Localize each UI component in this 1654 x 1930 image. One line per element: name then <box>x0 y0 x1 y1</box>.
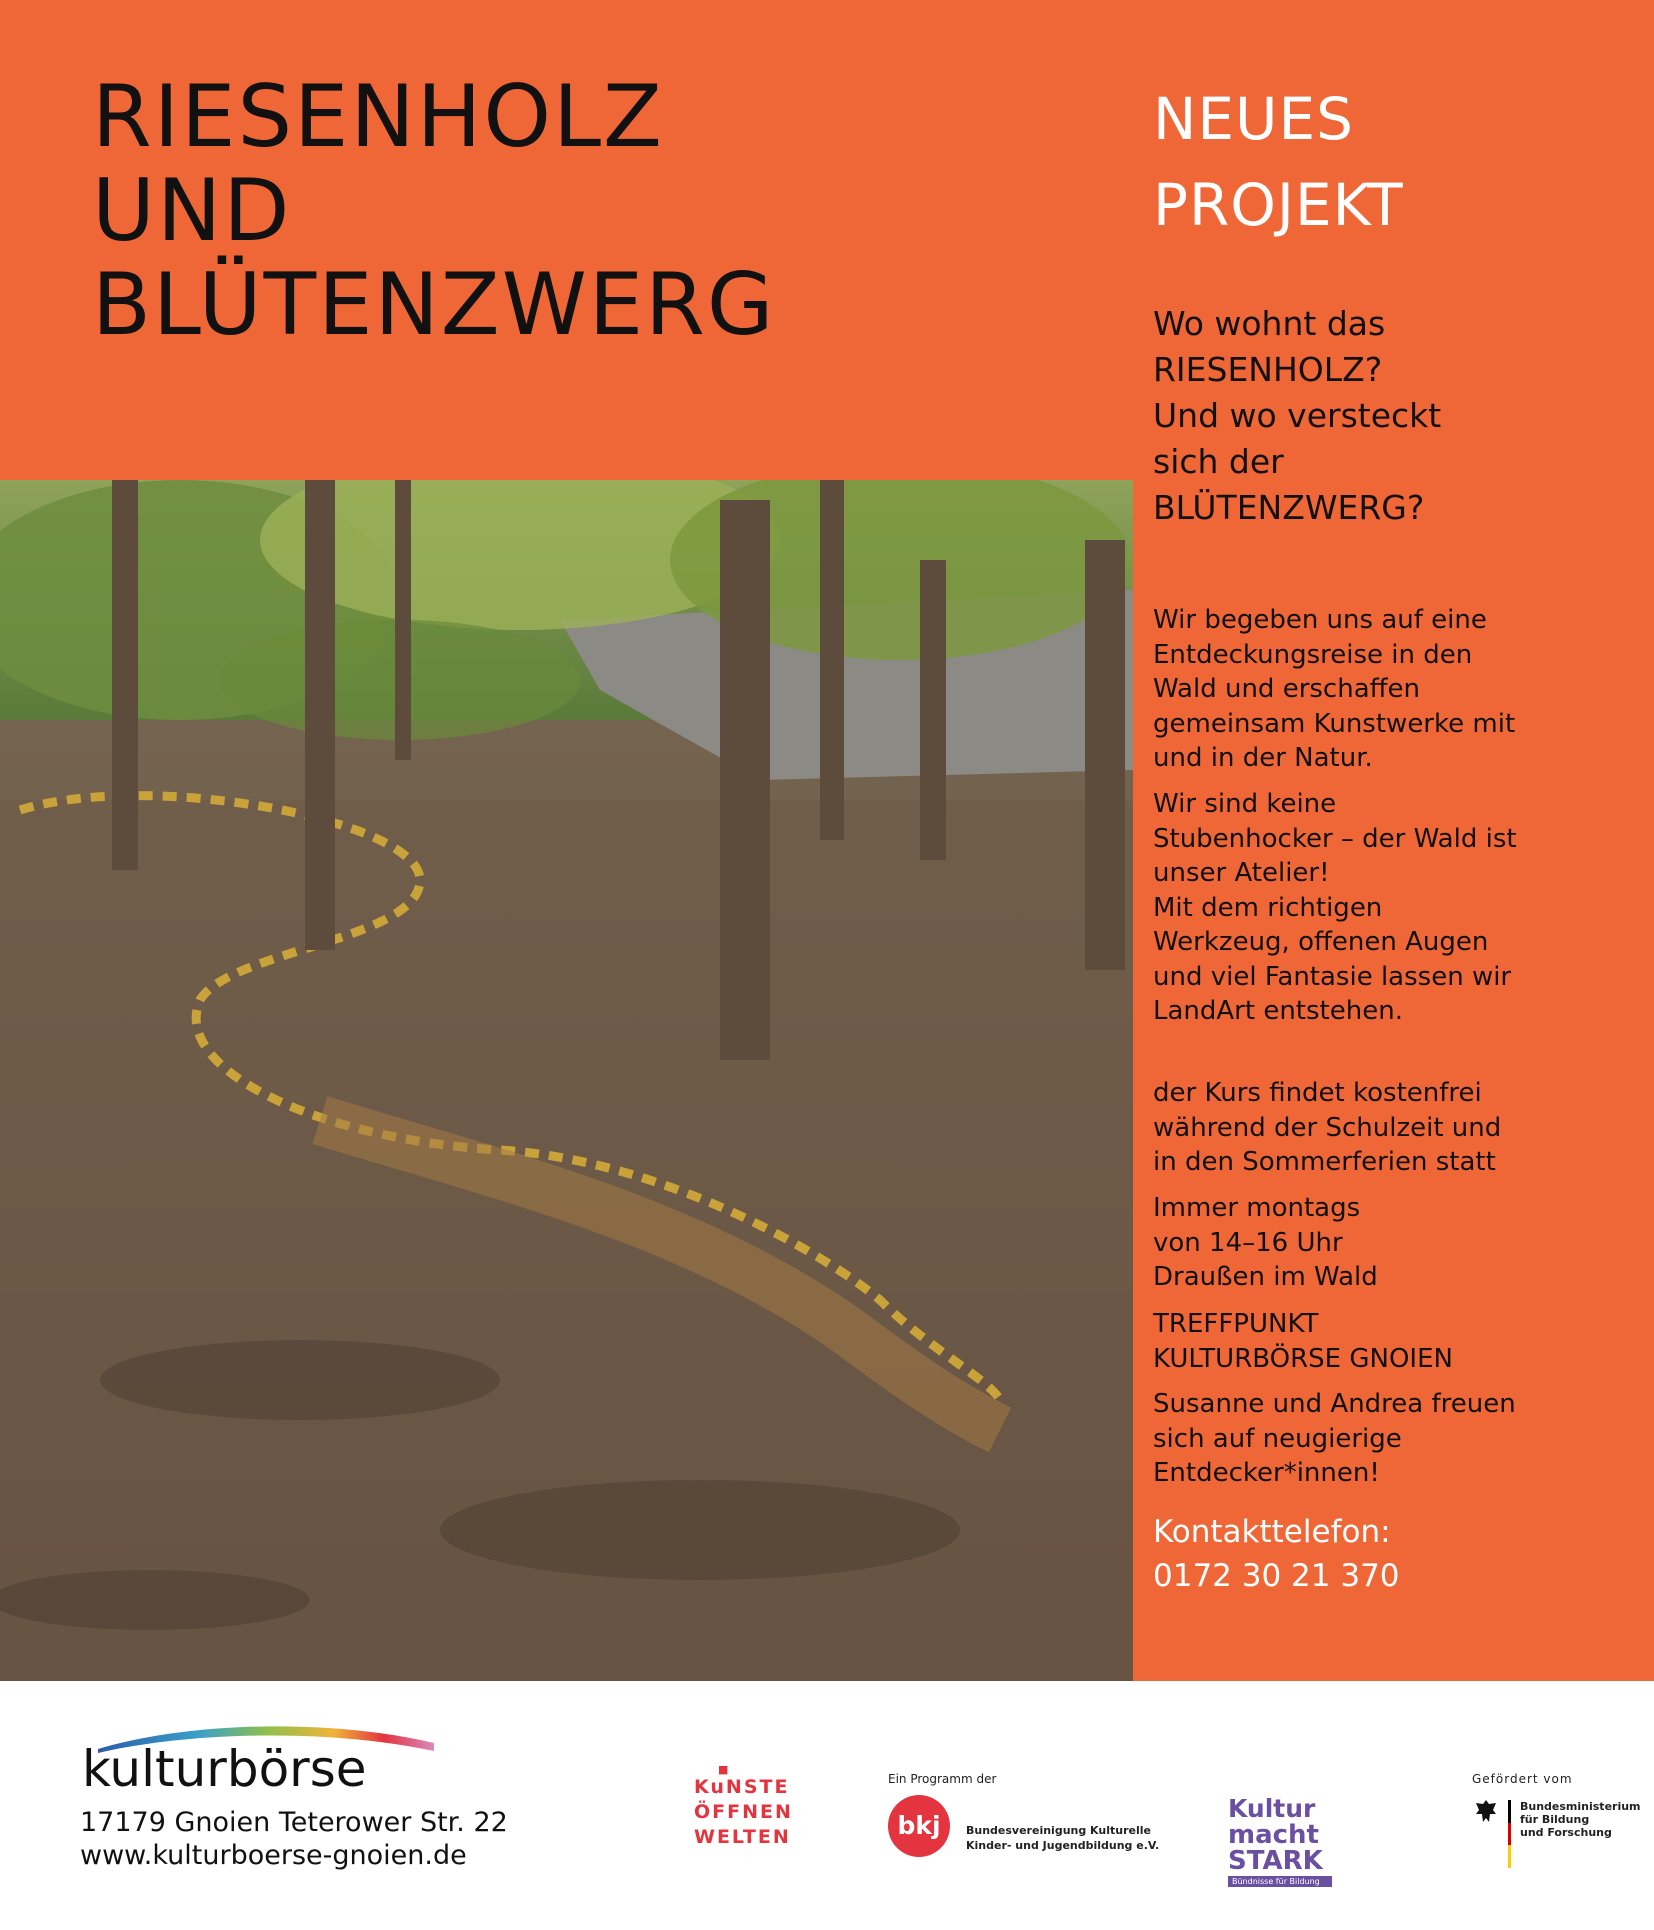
title-line: RIESENHOLZ <box>92 67 664 167</box>
bmbf-line: für Bildung <box>1520 1813 1590 1826</box>
bkj-line: Bundesvereinigung Kulturelle <box>966 1824 1151 1837</box>
text-line: Stubenhocker – der Wald ist <box>1153 823 1517 854</box>
text-line: sich auf neugierige <box>1153 1423 1402 1454</box>
title-line: BLÜTENZWERG <box>92 255 776 355</box>
title-line: UND <box>92 161 292 261</box>
text-line: TREFFPUNKT <box>1153 1309 1319 1339</box>
footer-address <box>80 1806 508 1872</box>
bkj-logo-icon: bkj <box>888 1795 950 1857</box>
text-line: Immer montags <box>1153 1193 1361 1223</box>
text-line: in den Sommerferien statt <box>1153 1147 1496 1177</box>
question-line: RIESENHOLZ? <box>1153 350 1383 389</box>
logo-line: ÖFFNEN <box>694 1801 793 1823</box>
bmbf-line: Bundesministerium <box>1520 1800 1641 1813</box>
question-line: Und wo versteckt <box>1153 396 1442 435</box>
text-line: Susanne und Andrea freuen <box>1153 1389 1516 1419</box>
kuenste-oeffnen-welten-logo <box>694 1765 814 1850</box>
question-line: Wo wohnt das <box>1153 304 1386 343</box>
hosts-note <box>1153 1387 1633 1491</box>
text-line: Wir begeben uns auf eine <box>1153 605 1487 635</box>
text-line: gemeinsam Kunstwerke mit <box>1153 708 1516 739</box>
text-line: während der Schulzeit und <box>1153 1112 1502 1143</box>
bkj-name <box>966 1823 1159 1853</box>
text-line: Werkzeug, offenen Augen <box>1153 927 1489 957</box>
funding-label: Gefördert vom <box>1472 1772 1573 1786</box>
course-info <box>1153 1076 1633 1180</box>
contact-block <box>1153 1510 1633 1598</box>
poster-title <box>92 67 776 355</box>
text-line: Entdecker*innen! <box>1153 1458 1380 1488</box>
logo-line: KuNSTE <box>694 1776 790 1798</box>
kulturboerse-logo-text: kulturbörse <box>82 1740 367 1798</box>
text-line: LandArt entstehen. <box>1153 996 1403 1026</box>
text-line: und viel Fantasie lassen wir <box>1153 961 1512 992</box>
text-line: Draußen im Wald <box>1153 1262 1378 1292</box>
badge-line: PROJEKT <box>1153 171 1404 239</box>
description-paragraph <box>1153 603 1633 776</box>
logo-line: WELTEN <box>694 1826 791 1848</box>
bmbf-name <box>1520 1800 1641 1839</box>
text-line: Wald und erschaffen <box>1153 674 1421 704</box>
bmbf-line: und Forschung <box>1520 1826 1612 1839</box>
kms-subtitle: Bündnisse für Bildung <box>1228 1876 1332 1887</box>
forest-landart-photo <box>0 480 1133 1681</box>
address-line: 17179 Gnoien Teterower Str. 22 <box>80 1807 508 1838</box>
question-line: sich der <box>1153 442 1284 481</box>
logo-dots: ■ <box>718 1763 731 1776</box>
bkj-program-label: Ein Programm der <box>888 1772 997 1786</box>
text-line: Wir sind keine <box>1153 789 1337 819</box>
text-line: und in der Natur. <box>1153 743 1373 773</box>
intro-question <box>1153 301 1633 531</box>
question-line: BLÜTENZWERG? <box>1153 488 1425 527</box>
bkj-line: Kinder- und Jugendbildung e.V. <box>966 1839 1160 1852</box>
contact-label: Kontakttelefon: <box>1153 1514 1391 1550</box>
schedule-info <box>1153 1191 1633 1295</box>
text-line: von 14–16 Uhr <box>1153 1227 1343 1258</box>
text-line: unser Atelier! <box>1153 858 1330 888</box>
meeting-point <box>1153 1307 1633 1376</box>
kms-line: macht STARK <box>1228 1820 1323 1876</box>
text-line: KULTURBÖRSE GNOIEN <box>1153 1343 1453 1374</box>
website-link[interactable]: www.kulturboerse-gnoien.de <box>80 1840 467 1871</box>
kultur-macht-stark-logo <box>1228 1796 1378 1887</box>
federal-eagle-icon <box>1474 1798 1498 1826</box>
kms-line: Kultur <box>1228 1794 1316 1823</box>
text-line: Entdeckungsreise in den <box>1153 639 1473 670</box>
badge-line: NEUES <box>1153 85 1354 153</box>
german-flag-icon <box>1508 1800 1511 1868</box>
contact-phone[interactable]: 0172 30 21 370 <box>1153 1558 1400 1594</box>
new-project-badge <box>1153 76 1404 248</box>
atelier-paragraph <box>1153 787 1633 1029</box>
text-line: Mit dem richtigen <box>1153 892 1383 923</box>
text-line: der Kurs findet kostenfrei <box>1153 1078 1482 1108</box>
